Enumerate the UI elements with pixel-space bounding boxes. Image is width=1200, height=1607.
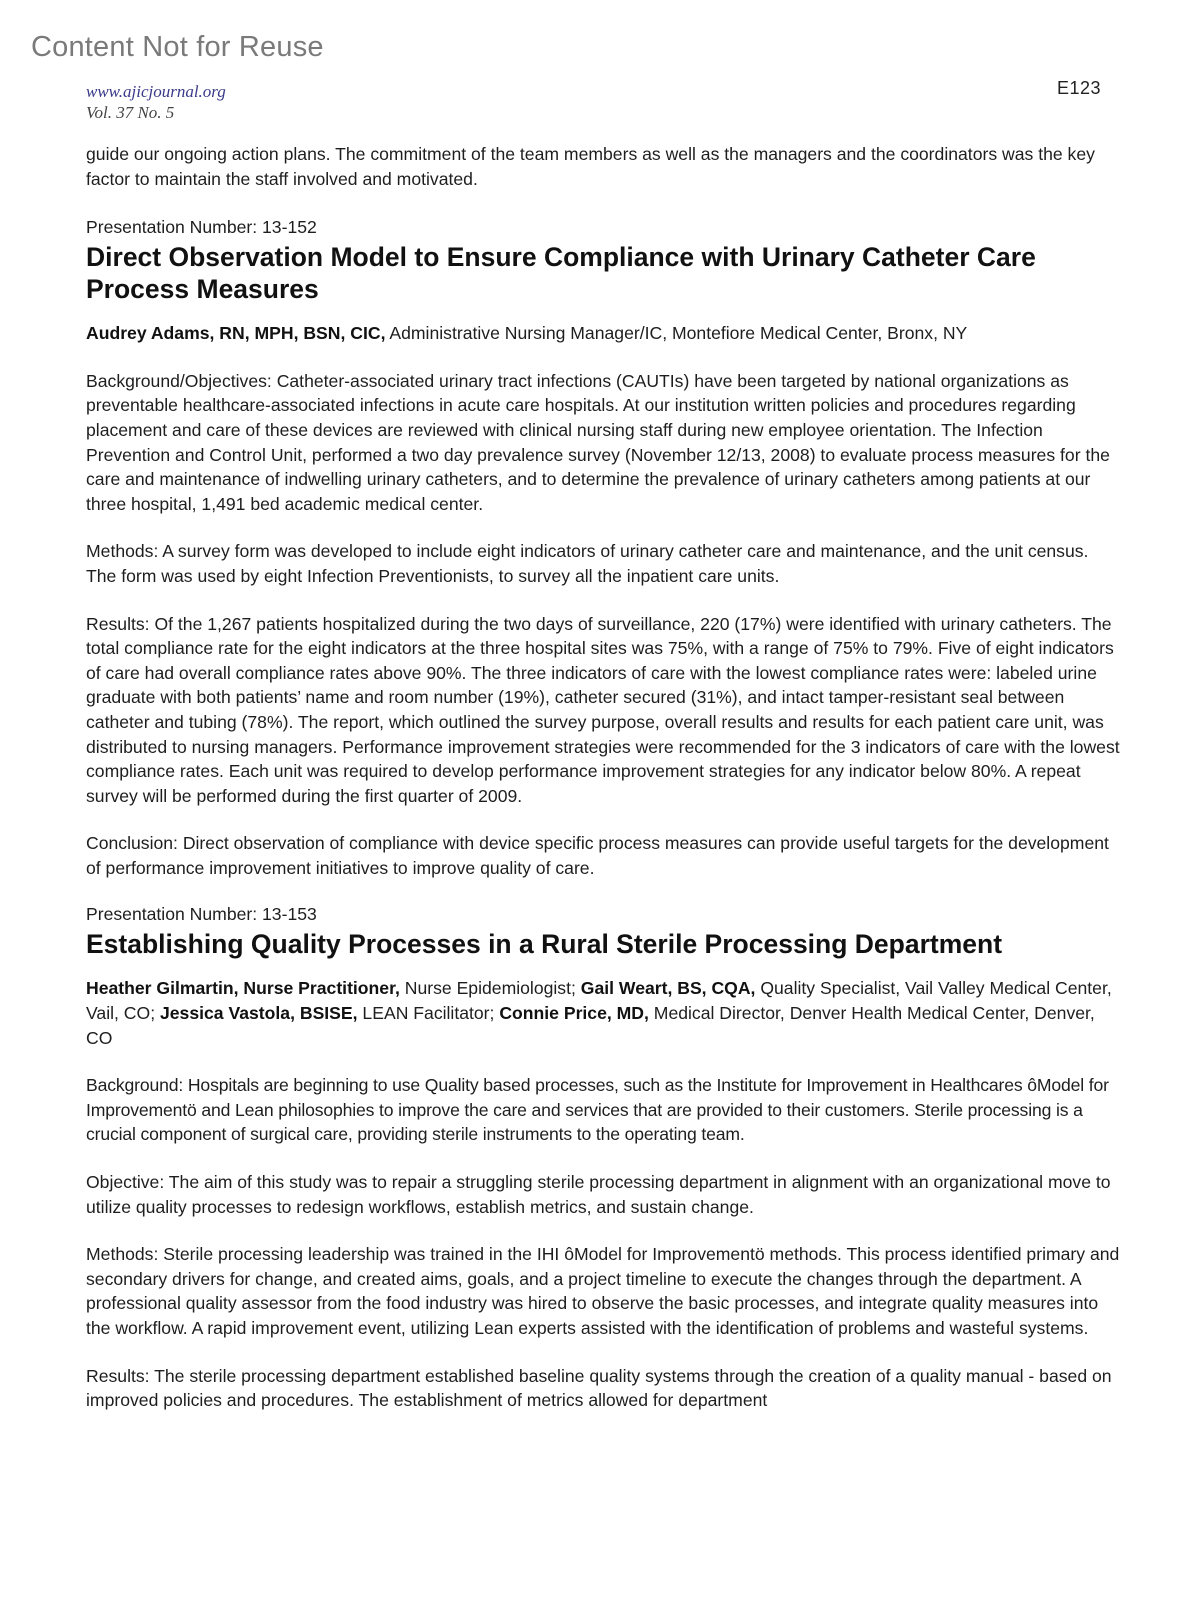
section-results: Results: Of the 1,267 patients hospitalized during the two days of surveillance, 220 (17%) were identified with urinary catheters. The total compliance rate for the eight indicators at the three hospital sites was 75%, with a range of 75% to 79%. Five of eight indicators of care had overall compliance rates above 90%. The three indicators of care with the lowest compliance rates were: labeled urine graduate with both patients’ name and room number (19%), catheter secured (31%), and intact tamper-resistant seal between catheter and tubing (78%). The report, which outlined the survey purpose, overall results and results for each patient care unit, was distributed to nursing managers. Performance improvement strategies were recommended for the 3 indicators of care with the lowest compliance rates. Each unit was required to develop performance improvement strategies for any indicator below 80%. A repeat survey will be performed during the first quarter of 2009. [86, 613, 1120, 806]
author-name: Gail Weart, BS, CQA, [580, 978, 756, 999]
section-methods: Methods: A survey form was developed to include eight indicators of urinary catheter care and maintenance, and the unit census. The form was used by eight Infection Preventionists, to survey all the inpatient care units. [86, 541, 1089, 586]
section-conclusion: Conclusion: Direct observation of compliance with device specific process measures can provide useful targets for the development of performance improvement initiatives to improve quality of care. [86, 833, 1109, 878]
author-list [86, 976, 1122, 1050]
author-affiliation: Nurse Epidemiologist; [399, 978, 581, 999]
section-results: Results: The sterile processing department established baseline quality systems through the creation of a quality manual - based on improved policies and procedures. The establishment of metrics allowed for department [86, 1365, 1112, 1411]
author-name: Audrey Adams, RN, MPH, BSN, CIC, [86, 323, 386, 344]
presentation-number: Presentation Number: 13-153 [86, 904, 317, 925]
section-objective: Objective: The aim of this study was to repair a struggling sterile processing department in alignment with an organizational move to utilize quality processes to redesign workflows, establish metrics, and sustain change. [86, 1172, 1111, 1217]
author-affiliation: Administrative Nursing Manager/IC, Montefiore Medical Center, Bronx, NY [385, 323, 968, 344]
abstract-title: Direct Observation Model to Ensure Compliance with Urinary Catheter Care Process Measures [86, 242, 1036, 305]
journal-url: www.ajicjournal.org [86, 82, 226, 101]
author-affiliation: Medical Director, Denver Health Medical Center, Denver, CO [86, 1003, 1095, 1048]
page-body [86, 142, 1122, 1413]
watermark: Content Not for Reuse [31, 31, 324, 63]
intro-paragraph: guide our ongoing action plans. The commitment of the team members as well as the managers and the coordinators was the key factor to maintain the staff involved and motivated. [86, 144, 1095, 189]
page-number: E123 [1056, 78, 1101, 98]
abstract-13-153 [86, 902, 1122, 1412]
author-affiliation: Quality Specialist, Vail Valley Medical Center, Vail, CO; [86, 978, 1112, 1024]
author-name: Heather Gilmartin, Nurse Practitioner, [86, 978, 400, 999]
author-name: Connie Price, MD, [499, 1003, 649, 1024]
author-list [86, 321, 1122, 346]
section-methods: Methods: Sterile processing leadership was trained in the IHI ôModel for Improvementö methods. This process identified primary and secondary drivers for change, and created aims, goals, and a project timeline to execute the changes through the department. A professional quality assessor from the food industry was hired to observe the basic processes, and integrate quality measures into the workflow. A rapid improvement event, utilizing Lean experts assisted with the identification of problems and wasteful systems. [86, 1244, 1120, 1338]
journal-volume: Vol. 37 No. 5 [86, 103, 175, 122]
abstract-title: Establishing Quality Processes in a Rural Sterile Processing Department [86, 929, 1003, 960]
section-background: Background: Hospitals are beginning to use Quality based processes, such as the Institute for Improvement in Healthcares ôModel for Improvementö and Lean philosophies to improve the care and services that are provided to their customers. Sterile processing is a crucial component of surgical care, providing sterile instruments to the operating team. [86, 1075, 1109, 1145]
author-affiliation: LEAN Facilitator; [357, 1003, 500, 1024]
author-name: Jessica Vastola, BSISE, [159, 1003, 358, 1024]
section-background: Background/Objectives: Catheter-associated urinary tract infections (CAUTIs) have been targeted by national organizations as preventable healthcare-associated infections in acute care hospitals. At our institution written policies and procedures regarding placement and care of these devices are reviewed with clinical nursing staff during new employee orientation. The Infection Prevention and Control Unit, performed a two day prevalence survey (November 12/13, 2008) to evaluate process measures for the care and maintenance of indwelling urinary catheters, and to determine the prevalence of urinary catheters among patients at our three hospital, 1,491 bed academic medical center. [86, 370, 1110, 514]
abstract-13-152 [86, 215, 1122, 880]
presentation-number: Presentation Number: 13-152 [86, 217, 317, 238]
